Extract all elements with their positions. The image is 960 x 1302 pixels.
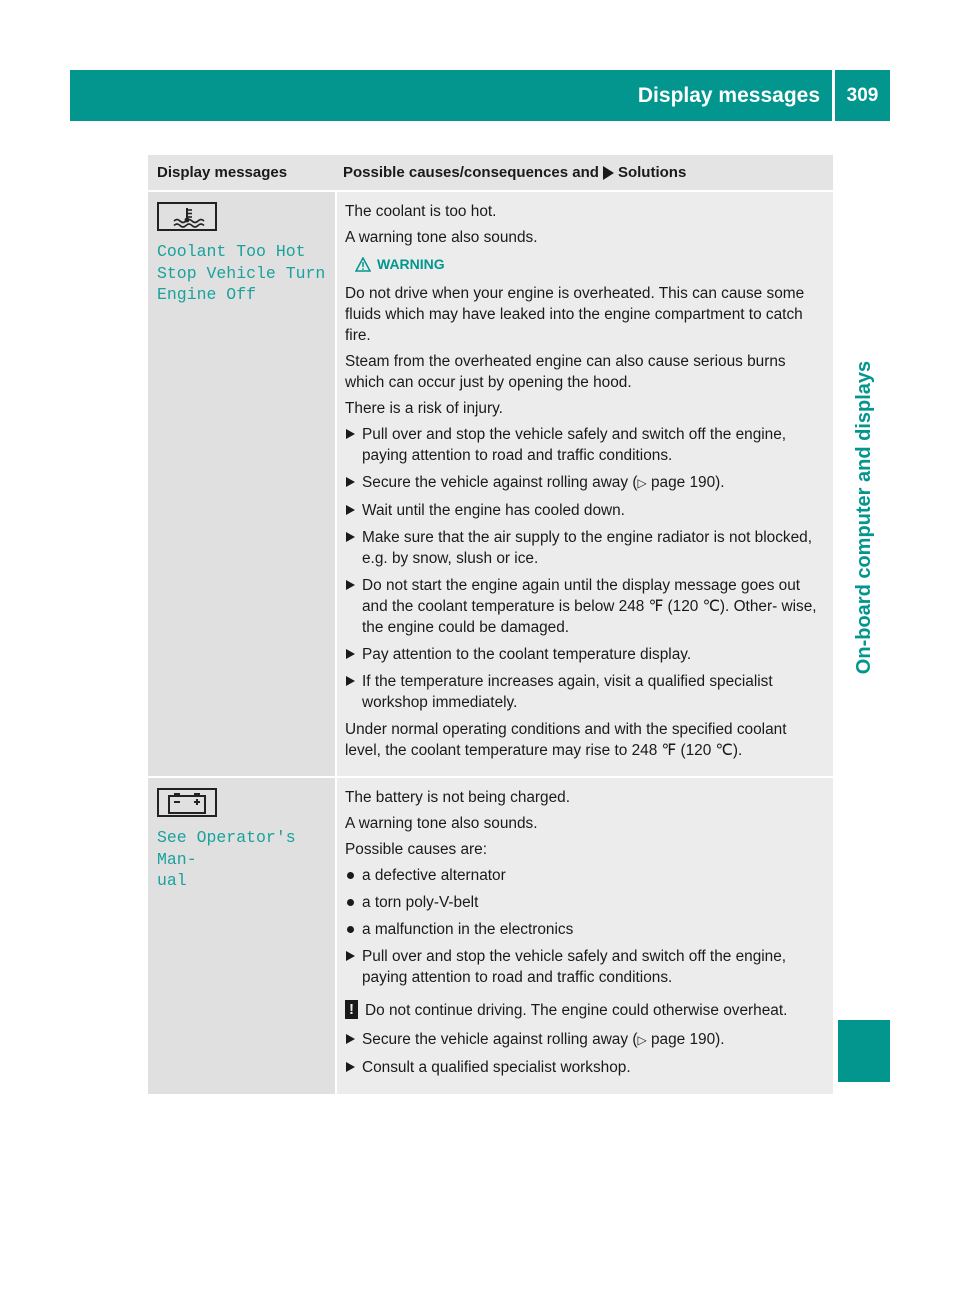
table-row-battery [148, 778, 833, 1094]
battery-solution-cell [337, 778, 833, 1094]
step-text: Secure the vehicle against rolling away ( [362, 474, 638, 491]
message-line: Engine Off [157, 285, 257, 304]
instruction-step: Pay attention to the coolant temperature display. [345, 644, 825, 665]
col-display-messages-header: Display messages [157, 164, 288, 181]
instruction-step: If the temperature increases again, visit a qualified specialist workshop immediately. [345, 671, 825, 713]
page-reference-icon: ▷ [637, 1033, 647, 1047]
message-line: Coolant Too Hot [157, 242, 306, 261]
warning-label: WARNING [377, 256, 445, 272]
instruction-step: Make sure that the air supply to the engine radiator is not blocked, e.g. by snow, slush or ice. [345, 527, 825, 569]
instruction-step: Pull over and stop the vehicle safely and switch off the engine, paying attention to road and traffic conditions. [345, 946, 825, 988]
coolant-text-2: A warning tone also sounds. [345, 229, 538, 246]
solution-arrow-icon [603, 166, 614, 180]
step-text: Secure the vehicle against rolling away ( [362, 1031, 638, 1048]
col-solutions-header-text: Solutions [617, 164, 687, 181]
battery-text-1: The battery is not being charged. [345, 789, 571, 806]
col-causes-header [335, 155, 833, 190]
coolant-display-message [157, 241, 335, 306]
cause-list-item: a defective alternator [345, 865, 825, 886]
table-row-coolant [148, 192, 833, 776]
message-line: ual [157, 871, 187, 890]
note-text: Do not continue driving. The engine could otherwise overheat. [365, 1002, 788, 1019]
instruction-step: Wait until the engine has cooled down. [345, 500, 825, 521]
warning-triangle-icon [355, 257, 371, 272]
table-header [148, 155, 833, 190]
warning-text-3: There is a risk of injury. [345, 400, 503, 417]
display-messages-table [148, 155, 833, 1094]
warning-heading [355, 254, 825, 275]
instruction-step: Do not start the engine again until the display message goes out and the coolant temperature is below 248 ℉ (120 ℃). Other- wise, the engine could be damaged. [345, 575, 825, 638]
cause-list-item: a torn poly-V-belt [345, 892, 825, 913]
cause-list-item: a malfunction in the electronics [345, 919, 825, 940]
coolant-message-cell [148, 192, 335, 776]
battery-icon [157, 788, 217, 817]
page-reference[interactable]: page 190). [650, 474, 725, 491]
coolant-footer-text: Under normal operating conditions and with the specified coolant level, the coolant temperature may rise to 248 ℉ (120 ℃). [345, 721, 787, 759]
instruction-step: Consult a qualified specialist workshop. [345, 1057, 825, 1078]
coolant-solution-cell [337, 192, 833, 776]
page-reference[interactable]: page 190). [650, 1031, 725, 1048]
battery-text-3: Possible causes are: [345, 841, 488, 858]
battery-message-cell [148, 778, 335, 1094]
page-number: 309 [846, 85, 879, 106]
exclamation-icon: ! [345, 1000, 358, 1019]
header-title: Display messages [637, 84, 820, 107]
instruction-step [345, 472, 825, 494]
page-reference-icon: ▷ [637, 476, 647, 490]
side-section-label: On-board computer and displays [853, 360, 875, 675]
coolant-text-1: The coolant is too hot. [345, 203, 497, 220]
instruction-step: Pull over and stop the vehicle safely and switch off the engine, paying attention to road and traffic conditions. [345, 424, 825, 466]
battery-display-message [157, 827, 335, 892]
instruction-step [345, 1029, 825, 1051]
side-color-marker [838, 1020, 890, 1082]
message-line: See Operator's Man‐ [157, 828, 296, 869]
message-line: Stop Vehicle Turn [157, 263, 326, 283]
col-causes-header-text: Possible causes/consequences and [343, 164, 599, 181]
page-header [70, 70, 890, 121]
warning-text-1: Do not drive when your engine is overheated. This can cause some fluids which may have leaked into the engine compartment to catch fire. [345, 285, 805, 344]
warning-text-2: Steam from the overheated engine can also cause serious burns which can occur just by opening the hood. [345, 353, 786, 391]
battery-text-2: A warning tone also sounds. [345, 815, 538, 832]
coolant-temperature-icon [157, 202, 217, 231]
side-section-tab [838, 130, 890, 905]
damage-note [345, 1000, 825, 1021]
